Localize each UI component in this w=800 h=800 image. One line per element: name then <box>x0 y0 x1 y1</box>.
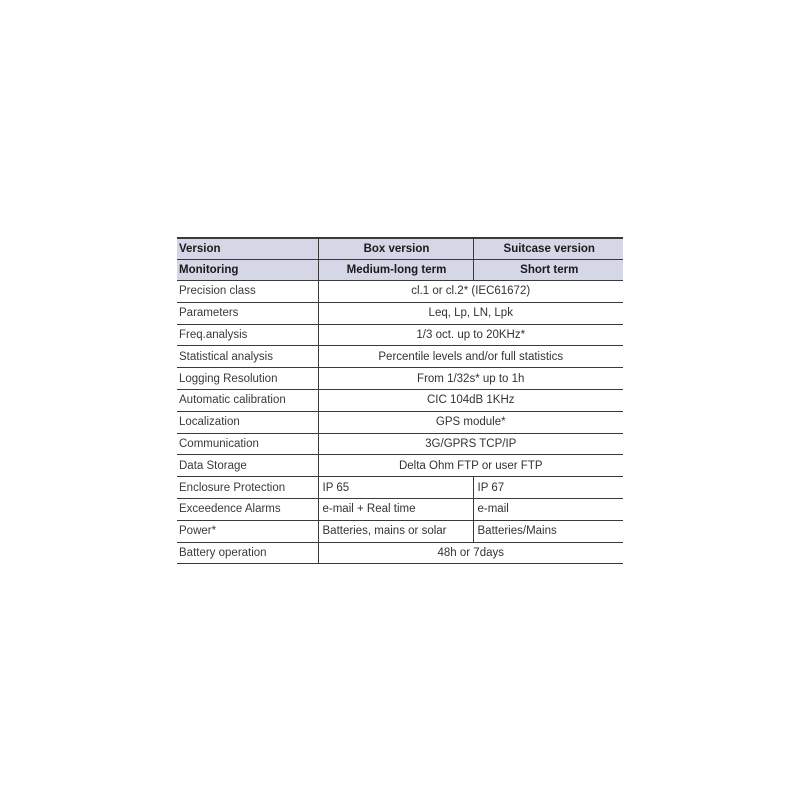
row-value: Percentile levels and/or full statistics <box>318 346 623 368</box>
row-label: Precision class <box>177 281 318 303</box>
row-box-value: Batteries, mains or solar <box>318 520 473 542</box>
row-value: 1/3 oct. up to 20KHz* <box>318 324 623 346</box>
row-label: Enclosure Protection <box>177 477 318 499</box>
header-label-version: Version <box>177 238 318 260</box>
row-label: Communication <box>177 433 318 455</box>
header-label-monitoring: Monitoring <box>177 260 318 281</box>
row-label: Parameters <box>177 302 318 324</box>
row-suitcase-value: e-mail <box>473 498 623 520</box>
row-value: CIC 104dB 1KHz <box>318 389 623 411</box>
header-suitcase-monitoring: Short term <box>473 260 623 281</box>
row-label: Exceedence Alarms <box>177 498 318 520</box>
header-box-version: Box version <box>318 238 473 260</box>
row-suitcase-value: IP 67 <box>473 477 623 499</box>
row-box-value: IP 65 <box>318 477 473 499</box>
table-row <box>177 455 623 477</box>
table-row <box>177 411 623 433</box>
row-value: From 1/32s* up to 1h <box>318 368 623 390</box>
table-row <box>177 281 623 303</box>
row-value: Leq, Lp, LN, Lpk <box>318 302 623 324</box>
row-box-value: e-mail + Real time <box>318 498 473 520</box>
table-row <box>177 368 623 390</box>
header-suitcase-version: Suitcase version <box>473 238 623 260</box>
table-row <box>177 389 623 411</box>
table-row <box>177 346 623 368</box>
row-label: Freq.analysis <box>177 324 318 346</box>
table-row <box>177 498 623 520</box>
table-row <box>177 477 623 499</box>
row-value: cl.1 or cl.2* (IEC61672) <box>318 281 623 303</box>
row-value: GPS module* <box>318 411 623 433</box>
row-value: Delta Ohm FTP or user FTP <box>318 455 623 477</box>
table-header-row <box>177 260 623 281</box>
table-row <box>177 302 623 324</box>
header-box-monitoring: Medium-long term <box>318 260 473 281</box>
table-row <box>177 542 623 564</box>
row-value: 3G/GPRS TCP/IP <box>318 433 623 455</box>
row-label: Logging Resolution <box>177 368 318 390</box>
row-label: Statistical analysis <box>177 346 318 368</box>
row-value: 48h or 7days <box>318 542 623 564</box>
row-label: Battery operation <box>177 542 318 564</box>
row-suitcase-value: Batteries/Mains <box>473 520 623 542</box>
table-row <box>177 520 623 542</box>
spec-table <box>177 237 623 564</box>
row-label: Power* <box>177 520 318 542</box>
row-label: Localization <box>177 411 318 433</box>
row-label: Data Storage <box>177 455 318 477</box>
row-label: Automatic calibration <box>177 389 318 411</box>
table-row <box>177 433 623 455</box>
table-header-row <box>177 238 623 260</box>
table-row <box>177 324 623 346</box>
